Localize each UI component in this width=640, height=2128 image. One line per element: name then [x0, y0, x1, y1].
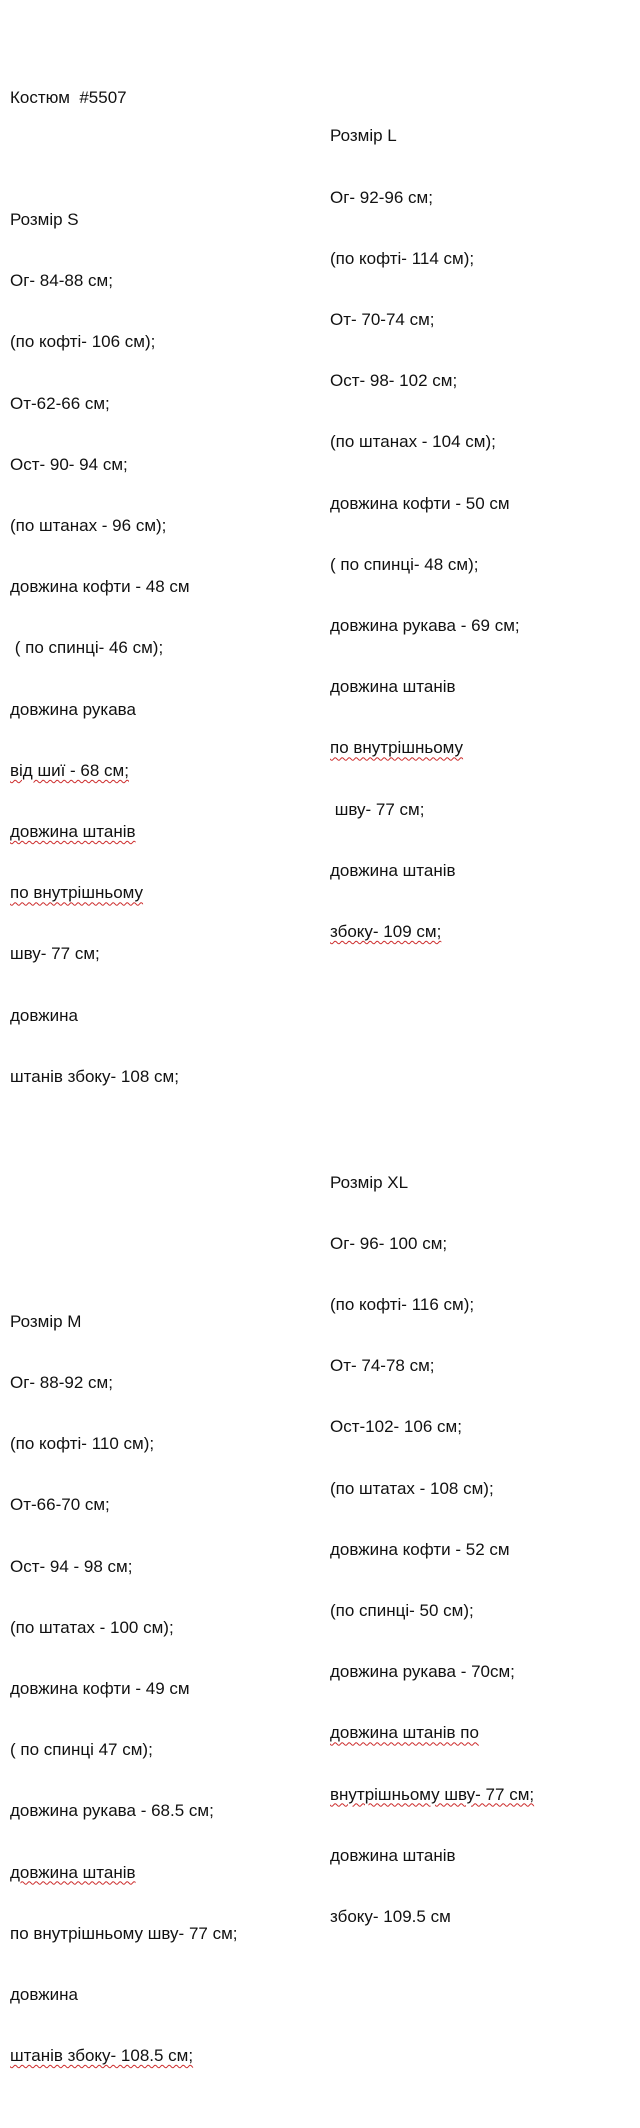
size-l-line: довжина рукава - 69 см;: [330, 616, 520, 636]
size-xl-line: От- 74-78 см;: [330, 1356, 435, 1376]
size-xl-line: Ост-102- 106 см;: [330, 1417, 462, 1437]
size-m-line: довжина: [10, 1984, 78, 2004]
size-xl-line: збоку- 109.5 см: [330, 1906, 451, 1926]
size-s-line: [10, 883, 320, 903]
size-s-line: (по штанах - 96 см);: [10, 516, 167, 536]
size-xl-line: (по спинці- 50 см);: [330, 1600, 474, 1620]
size-s-heading: Розмір S: [10, 210, 79, 230]
size-l-line-text: збоку- 109 см;: [330, 922, 442, 942]
size-s-line-text: довжина штанів: [10, 822, 136, 842]
size-s-line: Ог- 84-88 см;: [10, 271, 113, 291]
size-xl-line: Ог- 96- 100 см;: [330, 1233, 448, 1253]
size-l-line: [330, 922, 635, 942]
size-s-line: [10, 822, 320, 842]
size-m-line: довжина рукава - 68.5 см;: [10, 1801, 214, 1821]
size-m-line: Ог- 88-92 см;: [10, 1372, 113, 1392]
size-m-line: ( по спинці 47 см);: [10, 1740, 153, 1760]
size-l-line: шву- 77 см;: [330, 799, 425, 819]
size-s-line: шву- 77 см;: [10, 944, 100, 964]
size-m-block: [10, 1271, 320, 2107]
size-s-line: [10, 761, 320, 781]
left-column: [10, 0, 320, 2128]
size-s-line: довжина кофти - 48 см: [10, 577, 190, 597]
size-xl-block: [330, 1132, 635, 1968]
section-gap: [330, 1045, 635, 1071]
size-l-line: довжина штанів: [330, 860, 456, 880]
size-l-line: Ост- 98- 102 см;: [330, 371, 458, 391]
size-l-line: (по кофті- 114 см);: [330, 248, 475, 268]
size-l-line: [330, 738, 635, 758]
size-s-line: От-62-66 см;: [10, 393, 110, 413]
size-s-line: (по кофті- 106 см);: [10, 332, 156, 352]
size-xl-line-text: внутрішньому шву- 77 см;: [330, 1784, 535, 1804]
size-s-line: ( по спинці- 46 см);: [10, 638, 164, 658]
size-s-line: довжина: [10, 1005, 78, 1025]
size-m-line: довжина кофти - 49 см: [10, 1678, 190, 1698]
size-xl-line-text: довжина штанів по: [330, 1723, 479, 1743]
size-m-line: [10, 2046, 320, 2066]
size-m-line: (по кофті- 110 см);: [10, 1434, 155, 1454]
size-xl-line: [330, 1723, 635, 1743]
size-xl-line: довжина штанів: [330, 1845, 456, 1865]
size-s-line: штанів збоку- 108 см;: [10, 1066, 179, 1086]
size-m-heading: Розмір M: [10, 1311, 82, 1331]
size-m-line-text: довжина штанів: [10, 1862, 136, 1882]
size-s-line: довжина рукава: [10, 699, 136, 719]
size-s-line-text: по внутрішньому: [10, 883, 144, 903]
size-m-line-text: штанів збоку- 108.5 см;: [10, 2046, 194, 2066]
product-title: Костюм #5507: [10, 87, 127, 107]
size-s-line: Ост- 90- 94 см;: [10, 454, 128, 474]
section-gap: [10, 1189, 320, 1209]
size-l-line: довжина штанів: [330, 677, 456, 697]
size-m-line: От-66-70 см;: [10, 1495, 110, 1515]
size-m-line: [10, 1863, 320, 1883]
size-l-heading: Розмір L: [330, 126, 397, 146]
size-xl-line: [330, 1785, 635, 1805]
size-s-line-text: від шиї - 68 см;: [10, 760, 129, 780]
right-column: [330, 0, 635, 1989]
size-xl-line: (по штатах - 108 см);: [330, 1478, 494, 1498]
size-l-line: довжина кофти - 50 см: [330, 493, 510, 513]
size-xl-line: довжина кофти - 52 см: [330, 1539, 510, 1559]
size-xl-heading: Розмір XL: [330, 1172, 409, 1192]
size-xl-line: (по кофті- 116 см);: [330, 1294, 475, 1314]
size-xl-line: довжина рукава - 70см;: [330, 1662, 515, 1682]
size-s-block: [10, 169, 320, 1128]
size-l-line: ( по спинці- 48 см);: [330, 554, 479, 574]
size-l-line: Ог- 92-96 см;: [330, 187, 433, 207]
size-m-line: Ост- 94 - 98 см;: [10, 1556, 133, 1576]
size-l-line-text: по внутрішньому: [330, 738, 464, 758]
size-m-line: (по штатах - 100 см);: [10, 1617, 174, 1637]
size-l-line: От- 70-74 см;: [330, 310, 435, 330]
size-l-line: (по штанах - 104 см);: [330, 432, 496, 452]
size-m-line: по внутрішньому шву- 77 см;: [10, 1923, 238, 1943]
size-l-block: [330, 86, 635, 984]
